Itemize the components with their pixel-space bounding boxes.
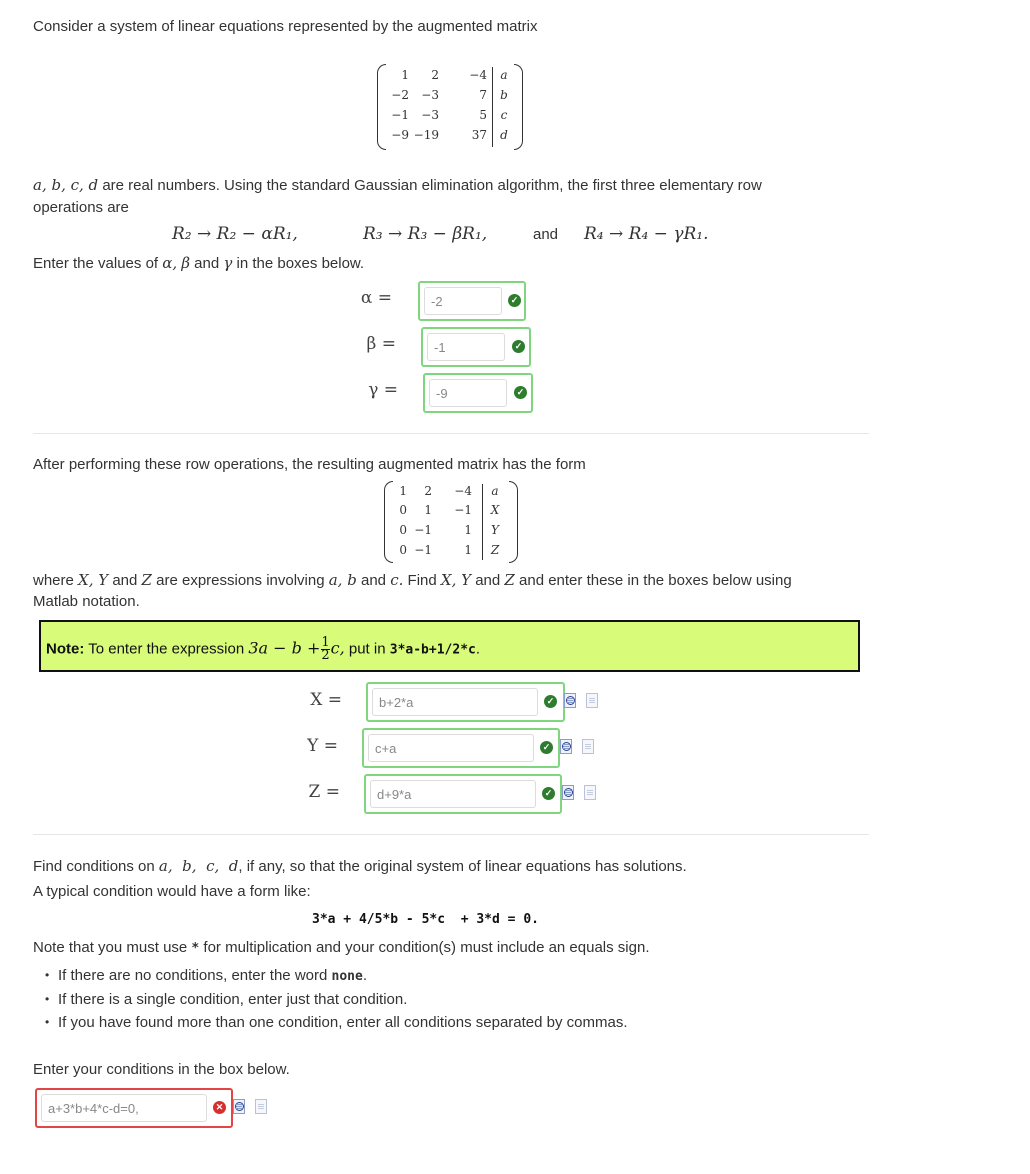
enter-values-text: Enter the values of α, β and γ in the boxes below. xyxy=(33,254,365,272)
row-op-2: R₃ → R₃ − βR₁, xyxy=(363,224,488,244)
preview-icon[interactable] xyxy=(562,785,574,800)
enter-conditions-text: Enter your conditions in the box below. xyxy=(33,1061,290,1078)
instructions-list xyxy=(58,964,628,1034)
part2-intro: After performing these row operations, the resulting augmented matrix has the form xyxy=(33,456,586,473)
matrix-right-paren xyxy=(509,481,518,563)
matrix-entry: 1 xyxy=(424,503,432,517)
y-input[interactable] xyxy=(368,734,534,762)
alpha-answer-box xyxy=(418,281,526,321)
note-box xyxy=(39,620,860,672)
alpha-label: α = xyxy=(360,288,392,308)
matrix-entry: 1 xyxy=(401,68,409,82)
part2-where-line2: Matlab notation. xyxy=(33,593,140,610)
matrix-rhs-entry: c xyxy=(500,108,508,122)
section-divider xyxy=(33,834,869,835)
multiplication-note: Note that you must use * for multiplication and your condition(s) must include an equals sign. xyxy=(33,939,650,956)
and-word: and xyxy=(533,226,559,243)
beta-answer-box xyxy=(421,327,531,367)
matrix-rhs-entry: d xyxy=(500,128,508,142)
note-text: Note: To enter the expression 3a − b + $\frac{1}{2}$ c, put in 3*a-b+1/2*c. xyxy=(46,635,481,663)
matrix-entry: 2 xyxy=(431,68,439,82)
list-item: • If there are no conditions, enter the word none. xyxy=(58,964,628,988)
matrix-rhs-entry: X xyxy=(490,503,500,517)
row-op-1: R₂ → R₂ − αR₁, xyxy=(172,224,298,244)
z-input[interactable] xyxy=(370,780,536,808)
matrix-entry: −19 xyxy=(413,128,439,142)
matrix-entry: −1 xyxy=(454,503,472,517)
syntax-help-icon[interactable] xyxy=(582,739,594,754)
correct-check-icon: ✓ xyxy=(544,695,557,708)
matrix-entry: −9 xyxy=(391,128,409,142)
matrix-right-paren xyxy=(514,64,523,150)
matrix-entry: 37 xyxy=(471,128,487,142)
matrix-entry: 5 xyxy=(479,108,487,122)
matrix-entry: 0 xyxy=(399,523,407,537)
list-item: • If you have found more than one condition, enter all conditions separated by commas. xyxy=(58,1011,628,1034)
matrix-entry: 1 xyxy=(464,523,472,537)
matrix-rhs-entry: Y xyxy=(491,523,499,537)
gamma-answer-box xyxy=(423,373,533,413)
matrix-entry: −4 xyxy=(469,68,487,82)
fraction: $\frac{1}{2}$ xyxy=(321,635,330,663)
matrix-rhs-entry: a xyxy=(491,484,499,498)
y-label: Y = xyxy=(307,736,338,756)
conditions-answer-box xyxy=(35,1088,233,1128)
matrix-rhs-entry: b xyxy=(500,88,508,102)
correct-check-icon: ✓ xyxy=(514,386,527,399)
preview-icon[interactable] xyxy=(233,1099,245,1114)
matrix-entry: 0 xyxy=(399,503,407,517)
matrix-entry: −1 xyxy=(414,523,432,537)
gamma-label: γ = xyxy=(368,380,398,400)
correct-check-icon: ✓ xyxy=(542,787,555,800)
matrix-entry: 7 xyxy=(479,88,487,102)
typical-condition-text: A typical condition would have a form like: xyxy=(33,883,311,900)
matrix-entry: 1 xyxy=(464,543,472,557)
where-paragraph-line2: operations are xyxy=(33,199,129,216)
list-item: • If there is a single condition, enter just that condition. xyxy=(58,988,628,1011)
correct-check-icon: ✓ xyxy=(508,294,521,307)
example-condition: 3*a + 4/5*b - 5*c + 3*d = 0. xyxy=(312,912,539,927)
beta-label: β = xyxy=(366,334,396,354)
part2-where-paragraph: where X, Y and Z are expressions involving a, b and c. Find X, Y and Z and enter these in the boxes below using xyxy=(33,571,792,589)
matrix-entry: −1 xyxy=(414,543,432,557)
matrix-rhs-entry: Z xyxy=(490,543,500,557)
incorrect-cross-icon: ✕ xyxy=(213,1101,226,1114)
matrix-entry: 2 xyxy=(424,484,432,498)
augmented-matrix-original xyxy=(377,64,523,150)
gamma-input[interactable] xyxy=(429,379,507,407)
x-input[interactable] xyxy=(372,688,538,716)
beta-input[interactable] xyxy=(427,333,505,361)
matrix-entry: −3 xyxy=(421,88,439,102)
augmented-matrix-reduced xyxy=(384,481,518,563)
y-answer-box xyxy=(362,728,560,768)
correct-check-icon: ✓ xyxy=(512,340,525,353)
alpha-input[interactable] xyxy=(424,287,502,315)
matrix-augment-bar xyxy=(482,484,483,560)
x-label: X = xyxy=(310,690,342,710)
matrix-entry: −1 xyxy=(391,108,409,122)
matrix-entry: 0 xyxy=(399,543,407,557)
z-label: Z = xyxy=(308,782,340,802)
matrix-entry: −2 xyxy=(391,88,409,102)
z-answer-box xyxy=(364,774,562,814)
preview-icon[interactable] xyxy=(564,693,576,708)
x-answer-box xyxy=(366,682,565,722)
conditions-input[interactable] xyxy=(41,1094,207,1122)
intro-text: Consider a system of linear equations represented by the augmented matrix xyxy=(33,18,538,35)
preview-icon[interactable] xyxy=(560,739,572,754)
matrix-augment-bar xyxy=(492,67,493,147)
syntax-help-icon[interactable] xyxy=(586,693,598,708)
row-op-3: R₄ → R₄ − γR₁. xyxy=(584,224,709,244)
syntax-help-icon[interactable] xyxy=(584,785,596,800)
correct-check-icon: ✓ xyxy=(540,741,553,754)
matrix-rhs-entry: a xyxy=(500,68,508,82)
matrix-entry: 1 xyxy=(399,484,407,498)
matrix-entry: −4 xyxy=(454,484,472,498)
syntax-help-icon[interactable] xyxy=(255,1099,267,1114)
where-paragraph: a, b, c, d are real numbers. Using the standard Gaussian elimination algorithm, the first three elementary row xyxy=(33,176,762,194)
conditions-question: Find conditions on a, b, c, d, if any, so that the original system of linear equations has solutions. xyxy=(33,857,687,875)
matrix-entry: −3 xyxy=(421,108,439,122)
section-divider xyxy=(33,433,869,434)
